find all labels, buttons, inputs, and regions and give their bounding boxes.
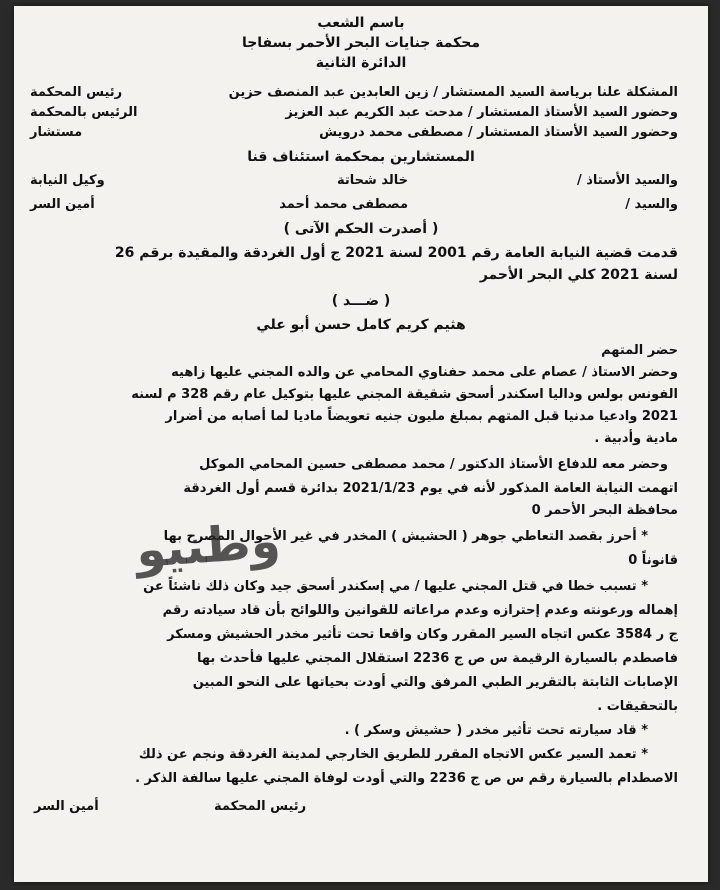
bench-member-2-text: وحضور السيد الأستاذ المستشار / مصطفى محمد درويش (319, 125, 678, 140)
counsel-line-1: وحضر الاستاذ / عصام على محمد حفناوي المحامي عن والده المجني عليها زاهيه (171, 365, 678, 380)
against-label: ( ضـــد ) (331, 293, 391, 309)
defense-line: وحضر معه للدفاع الأستاذ الدكتور / محمد مصطفى حسين المحامي الموكل (199, 457, 668, 472)
charge-4-line-2: الاصطدام بالسيارة رقم س ص ج 2236 والتي أودت لوفاة المجني عليها سالفة الذكر . (135, 771, 678, 786)
bench-member-2-role: مستشار (30, 125, 83, 140)
bench-member-1-text: وحضور السيد الأستاذ المستشار / مدحت عبد الكريم عبد العزيز (285, 105, 678, 120)
clerk-name: مصطفى محمد أحمد (279, 197, 408, 212)
charge-2-line-5: الإصابات الثابتة بالتقرير الطبي المرفق والتي أودت بحياتها على النحو المبين (192, 675, 678, 690)
charge-1-line-2: قانوناً 0 (628, 553, 678, 568)
defendant-name: هثيم كريم كامل حسن أبو علي (256, 317, 466, 333)
counsel-line-3: 2021 وادعيا مدنيا قبل المتهم بمبلغ مليون جنيه تعويضاً ماديا لما أصابه من أضرار (165, 409, 678, 424)
issued-ruling: ( أصدرت الحكم الآتى ) (283, 221, 439, 237)
site-watermark: وطنيو (134, 513, 283, 579)
case-line-2: لسنة 2021 كلي البحر الأحمر (479, 267, 678, 283)
document-page (14, 6, 708, 882)
charge-4-line-1: * تعمد السير عكس الاتجاه المقرر للطريق الخارجي لمدينة الغردقة ونجم عن ذلك (138, 747, 648, 762)
charge-2-line-1: * تسبب خطا في قتل المجني عليها / مي إسكندر أسحق جيد وكان ذلك ناشئاً عن (143, 579, 648, 594)
bench-chair-text: المشكلة علنا برياسة السيد المستشار / زين العابدين عبد المنصف حزين (228, 85, 678, 100)
charge-2-line-4: فاصطدم بالسيارة الرقيمة س ص ج 2236 استقلال المجني عليها فأحدث بها (196, 651, 678, 666)
appeals-court-line: المستشارين بمحكمة استئناف قنا (247, 149, 475, 165)
charge-2-line-2: إهماله ورعونته وعدم إحترازه وعدم مراعاته للقوانين واللوائح بأن قاد سيادته رقم (162, 603, 678, 618)
charges-intro-1: اتهمت النيابة العامة المذكور لأنه في يوم 2021/1/23 بدائرة قسم أول الغردقة (183, 481, 678, 496)
clerk-title: والسيد / (625, 197, 678, 212)
footer-court-clerk: أمين السر (34, 799, 99, 814)
charge-3: * قاد سيارته تحت تأثير مخدر ( حشيش وسكر ) . (344, 723, 648, 738)
court-name: محكمة جنايات البحر الأحمر بسفاجا (241, 35, 481, 51)
case-line-1: قدمت قضية النيابة العامة رقم 2001 لسنة 2021 ج أول الغردقة والمقيدة برقم 26 (114, 245, 678, 261)
bench-chair-role: رئيس المحكمة (30, 85, 123, 100)
judgment-text (14, 6, 708, 882)
clerk-role: أمين السر (30, 197, 95, 212)
counsel-line-2: الفونس بولس ودالیا اسکندر أسحق شقيقة المجني عليها بتوكيل عام رقم 328 م لسنه (131, 387, 678, 402)
bench-member-1-role: الرئيس بالمحكمة (30, 105, 138, 120)
charges-intro-2: محافظة البحر الأحمر 0 (531, 503, 678, 518)
prosecutor-role: وكيل النيابة (30, 173, 105, 188)
prosecutor-title: والسيد الأستاذ / (576, 173, 678, 188)
footer-presiding-judge: رئيس المحكمة (214, 799, 307, 814)
prosecutor-name: خالد شحاتة (337, 173, 408, 188)
charge-2-line-3: ج ر 3584 عكس اتجاه السير المقرر وكان واقعا تحت تأثير مخدر الحشيش ومسكر (167, 627, 678, 642)
charge-2-line-6: بالتحقيقات . (597, 699, 678, 714)
counsel-line-4: مادية وأدبية . (594, 431, 678, 446)
charge-1-line-1: * أحرز بقصد التعاطي جوهر ( الحشيش ) المخدر في غير الأحوال المصرح بها (163, 529, 648, 544)
header-line-1: باسم الشعب (317, 15, 405, 31)
present-line: حضر المتهم (601, 343, 678, 358)
circuit-name: الدائرة الثانية (315, 55, 407, 71)
